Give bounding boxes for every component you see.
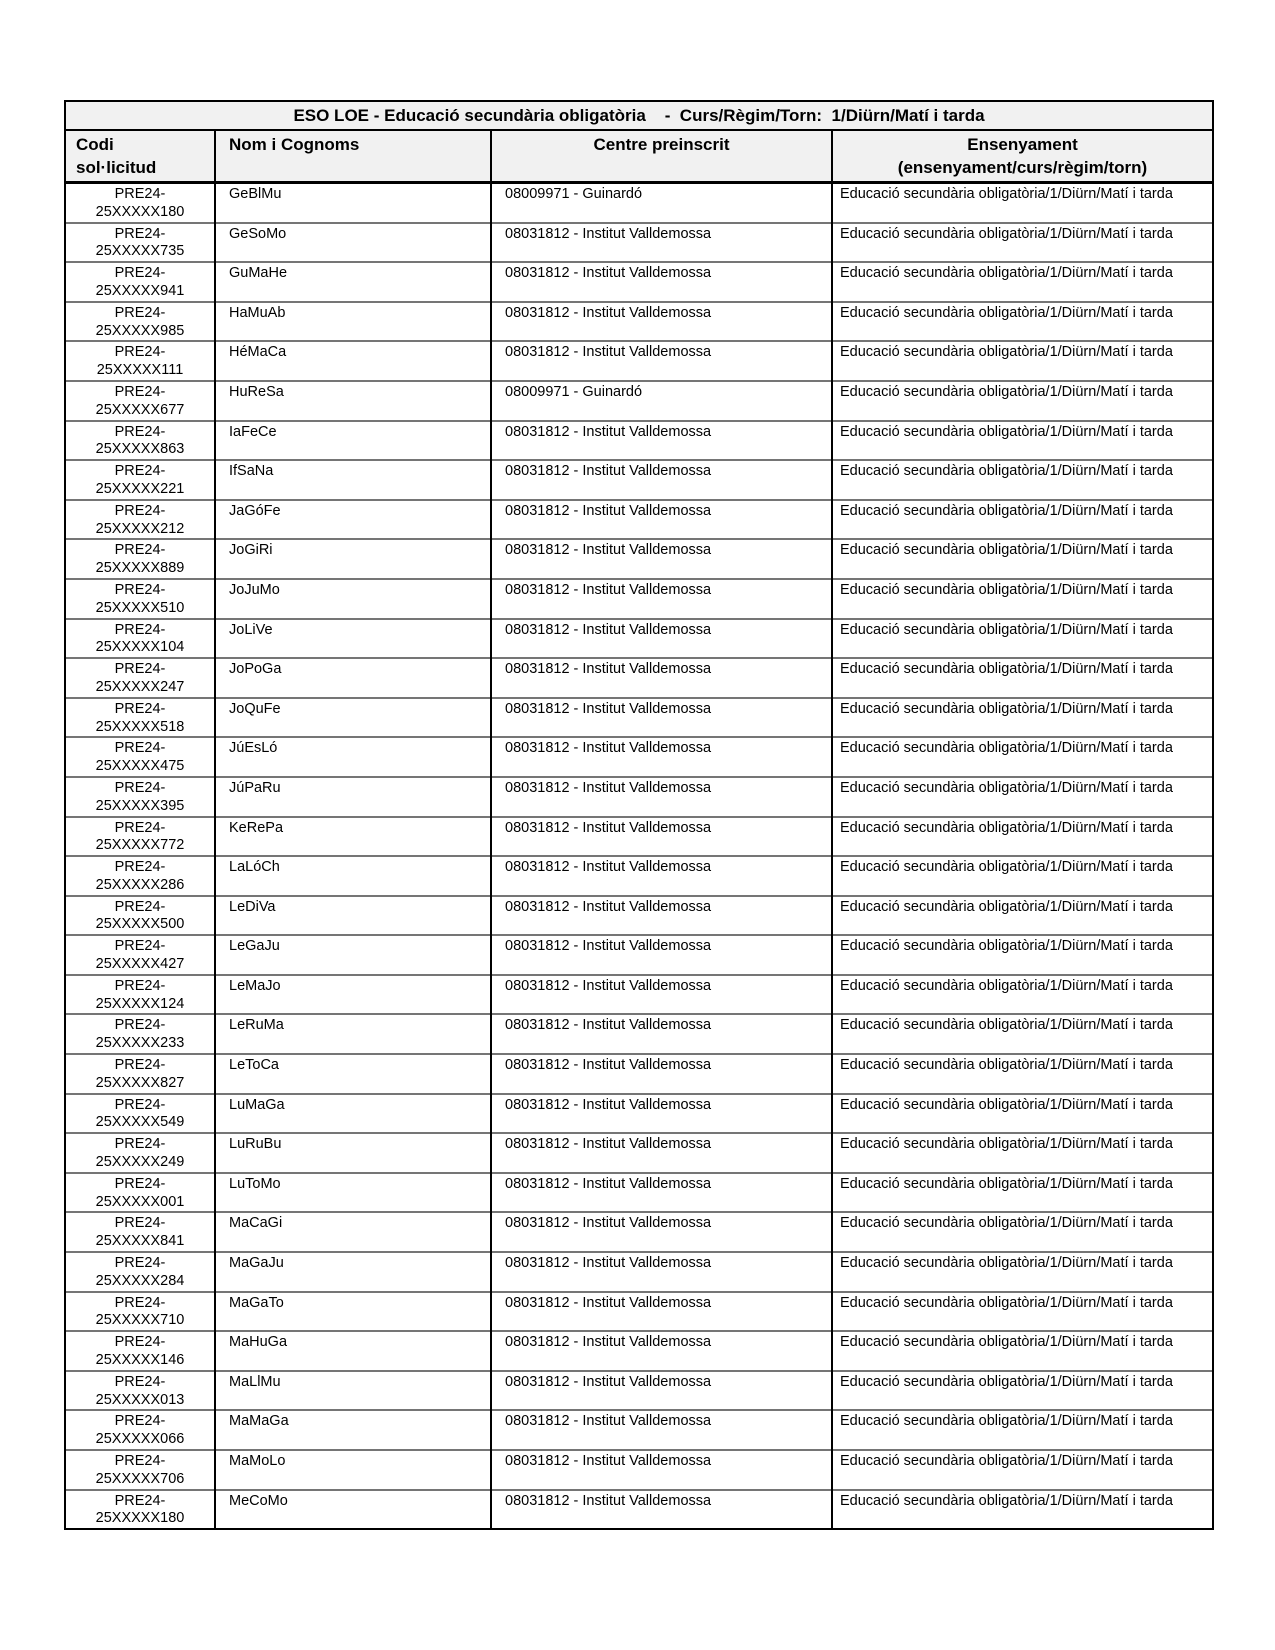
cell-centre-preinscrit: 08009971 - Guinardó [491,183,832,223]
cell-codi-sollicitud: PRE24-25XXXXX827 [65,1054,215,1094]
cell-nom-cognoms: GuMaHe [215,262,491,302]
table-row [65,817,1213,857]
cell-nom-cognoms: LuMaGa [215,1094,491,1134]
cell-codi-sollicitud: PRE24-25XXXXX284 [65,1252,215,1292]
table-row [65,896,1213,936]
cell-ensenyament: Educació secundària obligatòria/1/Diürn/Matí i tarda [832,500,1213,540]
cell-ensenyament: Educació secundària obligatòria/1/Diürn/Matí i tarda [832,262,1213,302]
cell-codi-sollicitud: PRE24-25XXXXX549 [65,1094,215,1134]
cell-nom-cognoms: LuRuBu [215,1133,491,1173]
cell-codi-sollicitud: PRE24-25XXXXX066 [65,1410,215,1450]
table-header-row [65,130,1213,183]
cell-ensenyament: Educació secundària obligatòria/1/Diürn/Matí i tarda [832,183,1213,223]
cell-codi-sollicitud: PRE24-25XXXXX247 [65,658,215,698]
cell-centre-preinscrit: 08031812 - Institut Valldemossa [491,1331,832,1371]
cell-codi-sollicitud: PRE24-25XXXXX249 [65,1133,215,1173]
cell-ensenyament: Educació secundària obligatòria/1/Diürn/Matí i tarda [832,1173,1213,1213]
table-row [65,183,1213,223]
cell-nom-cognoms: JoGiRi [215,539,491,579]
cell-ensenyament: Educació secundària obligatòria/1/Diürn/Matí i tarda [832,935,1213,975]
cell-centre-preinscrit: 08031812 - Institut Valldemossa [491,1133,832,1173]
cell-centre-preinscrit: 08031812 - Institut Valldemossa [491,896,832,936]
cell-nom-cognoms: MaHuGa [215,1331,491,1371]
cell-ensenyament: Educació secundària obligatòria/1/Diürn/Matí i tarda [832,223,1213,263]
cell-centre-preinscrit: 08031812 - Institut Valldemossa [491,460,832,500]
cell-nom-cognoms: HaMuAb [215,302,491,342]
cell-ensenyament: Educació secundària obligatòria/1/Diürn/Matí i tarda [832,896,1213,936]
cell-centre-preinscrit: 08031812 - Institut Valldemossa [491,935,832,975]
cell-codi-sollicitud: PRE24-25XXXXX475 [65,737,215,777]
table-row [65,1133,1213,1173]
cell-ensenyament: Educació secundària obligatòria/1/Diürn/Matí i tarda [832,619,1213,659]
table-row [65,777,1213,817]
cell-ensenyament: Educació secundària obligatòria/1/Diürn/Matí i tarda [832,658,1213,698]
column-header-ensenyament-sublabel: (ensenyament/curs/règim/torn) [897,158,1148,177]
table-row [65,223,1213,263]
cell-centre-preinscrit: 08031812 - Institut Valldemossa [491,737,832,777]
cell-centre-preinscrit: 08031812 - Institut Valldemossa [491,817,832,857]
cell-ensenyament: Educació secundària obligatòria/1/Diürn/Matí i tarda [832,1331,1213,1371]
table-row [65,658,1213,698]
cell-nom-cognoms: LuToMo [215,1173,491,1213]
table-row [65,1371,1213,1411]
table-row [65,500,1213,540]
cell-ensenyament: Educació secundària obligatòria/1/Diürn/Matí i tarda [832,539,1213,579]
table-row [65,262,1213,302]
cell-codi-sollicitud: PRE24-25XXXXX286 [65,856,215,896]
table-row [65,1490,1213,1530]
cell-nom-cognoms: HuReSa [215,381,491,421]
cell-codi-sollicitud: PRE24-25XXXXX146 [65,1331,215,1371]
table-row [65,856,1213,896]
table-row [65,421,1213,461]
cell-centre-preinscrit: 08031812 - Institut Valldemossa [491,262,832,302]
cell-codi-sollicitud: PRE24-25XXXXX772 [65,817,215,857]
cell-centre-preinscrit: 08031812 - Institut Valldemossa [491,1490,832,1530]
table-row [65,1410,1213,1450]
cell-codi-sollicitud: PRE24-25XXXXX706 [65,1450,215,1490]
table-row [65,1173,1213,1213]
table-row [65,737,1213,777]
cell-centre-preinscrit: 08031812 - Institut Valldemossa [491,1450,832,1490]
cell-nom-cognoms: LeToCa [215,1054,491,1094]
table-row [65,1292,1213,1332]
column-header-centre [491,130,832,183]
cell-ensenyament: Educació secundària obligatòria/1/Diürn/Matí i tarda [832,302,1213,342]
cell-centre-preinscrit: 08031812 - Institut Valldemossa [491,223,832,263]
table-row [65,975,1213,1015]
cell-centre-preinscrit: 08031812 - Institut Valldemossa [491,1292,832,1332]
table-row [65,341,1213,381]
cell-centre-preinscrit: 08031812 - Institut Valldemossa [491,975,832,1015]
cell-nom-cognoms: MaMoLo [215,1450,491,1490]
cell-codi-sollicitud: PRE24-25XXXXX212 [65,500,215,540]
cell-codi-sollicitud: PRE24-25XXXXX677 [65,381,215,421]
cell-centre-preinscrit: 08009971 - Guinardó [491,381,832,421]
preinscription-table [64,100,1214,1530]
cell-centre-preinscrit: 08031812 - Institut Valldemossa [491,698,832,738]
cell-codi-sollicitud: PRE24-25XXXXX233 [65,1014,215,1054]
table-row [65,1054,1213,1094]
cell-ensenyament: Educació secundària obligatòria/1/Diürn/Matí i tarda [832,698,1213,738]
cell-codi-sollicitud: PRE24-25XXXXX180 [65,1490,215,1530]
cell-centre-preinscrit: 08031812 - Institut Valldemossa [491,1212,832,1252]
cell-centre-preinscrit: 08031812 - Institut Valldemossa [491,500,832,540]
cell-ensenyament: Educació secundària obligatòria/1/Diürn/Matí i tarda [832,737,1213,777]
cell-codi-sollicitud: PRE24-25XXXXX111 [65,341,215,381]
cell-codi-sollicitud: PRE24-25XXXXX104 [65,619,215,659]
cell-codi-sollicitud: PRE24-25XXXXX510 [65,579,215,619]
column-header-centre-label: Centre preinscrit [593,135,730,154]
cell-codi-sollicitud: PRE24-25XXXXX518 [65,698,215,738]
cell-nom-cognoms: LeMaJo [215,975,491,1015]
cell-ensenyament: Educació secundària obligatòria/1/Diürn/Matí i tarda [832,1094,1213,1134]
cell-nom-cognoms: JoJuMo [215,579,491,619]
cell-codi-sollicitud: PRE24-25XXXXX735 [65,223,215,263]
cell-centre-preinscrit: 08031812 - Institut Valldemossa [491,1094,832,1134]
cell-centre-preinscrit: 08031812 - Institut Valldemossa [491,1252,832,1292]
cell-nom-cognoms: MaGaTo [215,1292,491,1332]
table-row [65,539,1213,579]
cell-nom-cognoms: LeRuMa [215,1014,491,1054]
cell-codi-sollicitud: PRE24-25XXXXX889 [65,539,215,579]
table-row [65,1252,1213,1292]
cell-nom-cognoms: GeSoMo [215,223,491,263]
table-row [65,460,1213,500]
cell-nom-cognoms: LaLóCh [215,856,491,896]
cell-nom-cognoms: JúPaRu [215,777,491,817]
table-row [65,579,1213,619]
cell-centre-preinscrit: 08031812 - Institut Valldemossa [491,777,832,817]
cell-ensenyament: Educació secundària obligatòria/1/Diürn/Matí i tarda [832,1450,1213,1490]
cell-codi-sollicitud: PRE24-25XXXXX013 [65,1371,215,1411]
cell-ensenyament: Educació secundària obligatòria/1/Diürn/Matí i tarda [832,1133,1213,1173]
cell-nom-cognoms: MaGaJu [215,1252,491,1292]
cell-codi-sollicitud: PRE24-25XXXXX221 [65,460,215,500]
table-row [65,1331,1213,1371]
column-header-codi [65,130,215,183]
column-header-codi-label: Codi sol·licitud [76,135,157,177]
cell-ensenyament: Educació secundària obligatòria/1/Diürn/Matí i tarda [832,817,1213,857]
cell-ensenyament: Educació secundària obligatòria/1/Diürn/Matí i tarda [832,579,1213,619]
cell-nom-cognoms: MaLlMu [215,1371,491,1411]
cell-ensenyament: Educació secundària obligatòria/1/Diürn/Matí i tarda [832,1371,1213,1411]
cell-ensenyament: Educació secundària obligatòria/1/Diürn/Matí i tarda [832,1410,1213,1450]
table-row [65,302,1213,342]
cell-centre-preinscrit: 08031812 - Institut Valldemossa [491,658,832,698]
cell-nom-cognoms: HéMaCa [215,341,491,381]
cell-centre-preinscrit: 08031812 - Institut Valldemossa [491,619,832,659]
cell-ensenyament: Educació secundària obligatòria/1/Diürn/Matí i tarda [832,1212,1213,1252]
cell-centre-preinscrit: 08031812 - Institut Valldemossa [491,341,832,381]
cell-ensenyament: Educació secundària obligatòria/1/Diürn/Matí i tarda [832,381,1213,421]
table-title-row [65,101,1213,130]
cell-ensenyament: Educació secundària obligatòria/1/Diürn/Matí i tarda [832,1292,1213,1332]
cell-centre-preinscrit: 08031812 - Institut Valldemossa [491,1371,832,1411]
cell-nom-cognoms: GeBlMu [215,183,491,223]
column-header-ensenyament [832,130,1213,183]
cell-nom-cognoms: LeDiVa [215,896,491,936]
cell-codi-sollicitud: PRE24-25XXXXX841 [65,1212,215,1252]
cell-centre-preinscrit: 08031812 - Institut Valldemossa [491,1410,832,1450]
table-row [65,1094,1213,1134]
cell-ensenyament: Educació secundària obligatòria/1/Diürn/Matí i tarda [832,1490,1213,1530]
cell-centre-preinscrit: 08031812 - Institut Valldemossa [491,1173,832,1213]
cell-nom-cognoms: KeRePa [215,817,491,857]
cell-centre-preinscrit: 08031812 - Institut Valldemossa [491,1054,832,1094]
table-row [65,1450,1213,1490]
cell-nom-cognoms: LeGaJu [215,935,491,975]
column-header-nom [215,130,491,183]
cell-centre-preinscrit: 08031812 - Institut Valldemossa [491,302,832,342]
cell-centre-preinscrit: 08031812 - Institut Valldemossa [491,421,832,461]
cell-codi-sollicitud: PRE24-25XXXXX500 [65,896,215,936]
cell-centre-preinscrit: 08031812 - Institut Valldemossa [491,539,832,579]
cell-ensenyament: Educació secundària obligatòria/1/Diürn/Matí i tarda [832,777,1213,817]
cell-codi-sollicitud: PRE24-25XXXXX395 [65,777,215,817]
cell-ensenyament: Educació secundària obligatòria/1/Diürn/Matí i tarda [832,341,1213,381]
cell-centre-preinscrit: 08031812 - Institut Valldemossa [491,1014,832,1054]
cell-nom-cognoms: JoPoGa [215,658,491,698]
table-row [65,1212,1213,1252]
cell-nom-cognoms: MaCaGi [215,1212,491,1252]
cell-nom-cognoms: MaMaGa [215,1410,491,1450]
table-row [65,381,1213,421]
cell-ensenyament: Educació secundària obligatòria/1/Diürn/Matí i tarda [832,1252,1213,1292]
column-header-nom-label: Nom i Cognoms [229,135,360,154]
cell-codi-sollicitud: PRE24-25XXXXX710 [65,1292,215,1332]
table-title: ESO LOE - Educació secundària obligatòria - Curs/Règim/Torn: 1/Diürn/Matí i tarda [65,101,1213,130]
cell-ensenyament: Educació secundària obligatòria/1/Diürn/Matí i tarda [832,421,1213,461]
cell-codi-sollicitud: PRE24-25XXXXX001 [65,1173,215,1213]
cell-nom-cognoms: JaGóFe [215,500,491,540]
cell-ensenyament: Educació secundària obligatòria/1/Diürn/Matí i tarda [832,856,1213,896]
cell-centre-preinscrit: 08031812 - Institut Valldemossa [491,856,832,896]
table-row [65,935,1213,975]
cell-ensenyament: Educació secundària obligatòria/1/Diürn/Matí i tarda [832,460,1213,500]
cell-nom-cognoms: MeCoMo [215,1490,491,1530]
cell-codi-sollicitud: PRE24-25XXXXX427 [65,935,215,975]
cell-codi-sollicitud: PRE24-25XXXXX941 [65,262,215,302]
table-row [65,1014,1213,1054]
cell-codi-sollicitud: PRE24-25XXXXX863 [65,421,215,461]
table-row [65,619,1213,659]
cell-codi-sollicitud: PRE24-25XXXXX180 [65,183,215,223]
table-row [65,698,1213,738]
cell-nom-cognoms: IaFeCe [215,421,491,461]
cell-centre-preinscrit: 08031812 - Institut Valldemossa [491,579,832,619]
cell-ensenyament: Educació secundària obligatòria/1/Diürn/Matí i tarda [832,1014,1213,1054]
cell-ensenyament: Educació secundària obligatòria/1/Diürn/Matí i tarda [832,975,1213,1015]
cell-nom-cognoms: JúEsLó [215,737,491,777]
cell-nom-cognoms: JoQuFe [215,698,491,738]
cell-codi-sollicitud: PRE24-25XXXXX985 [65,302,215,342]
cell-codi-sollicitud: PRE24-25XXXXX124 [65,975,215,1015]
cell-nom-cognoms: IfSaNa [215,460,491,500]
cell-nom-cognoms: JoLiVe [215,619,491,659]
column-header-ensenyament-label: Ensenyament [967,135,1078,154]
cell-ensenyament: Educació secundària obligatòria/1/Diürn/Matí i tarda [832,1054,1213,1094]
